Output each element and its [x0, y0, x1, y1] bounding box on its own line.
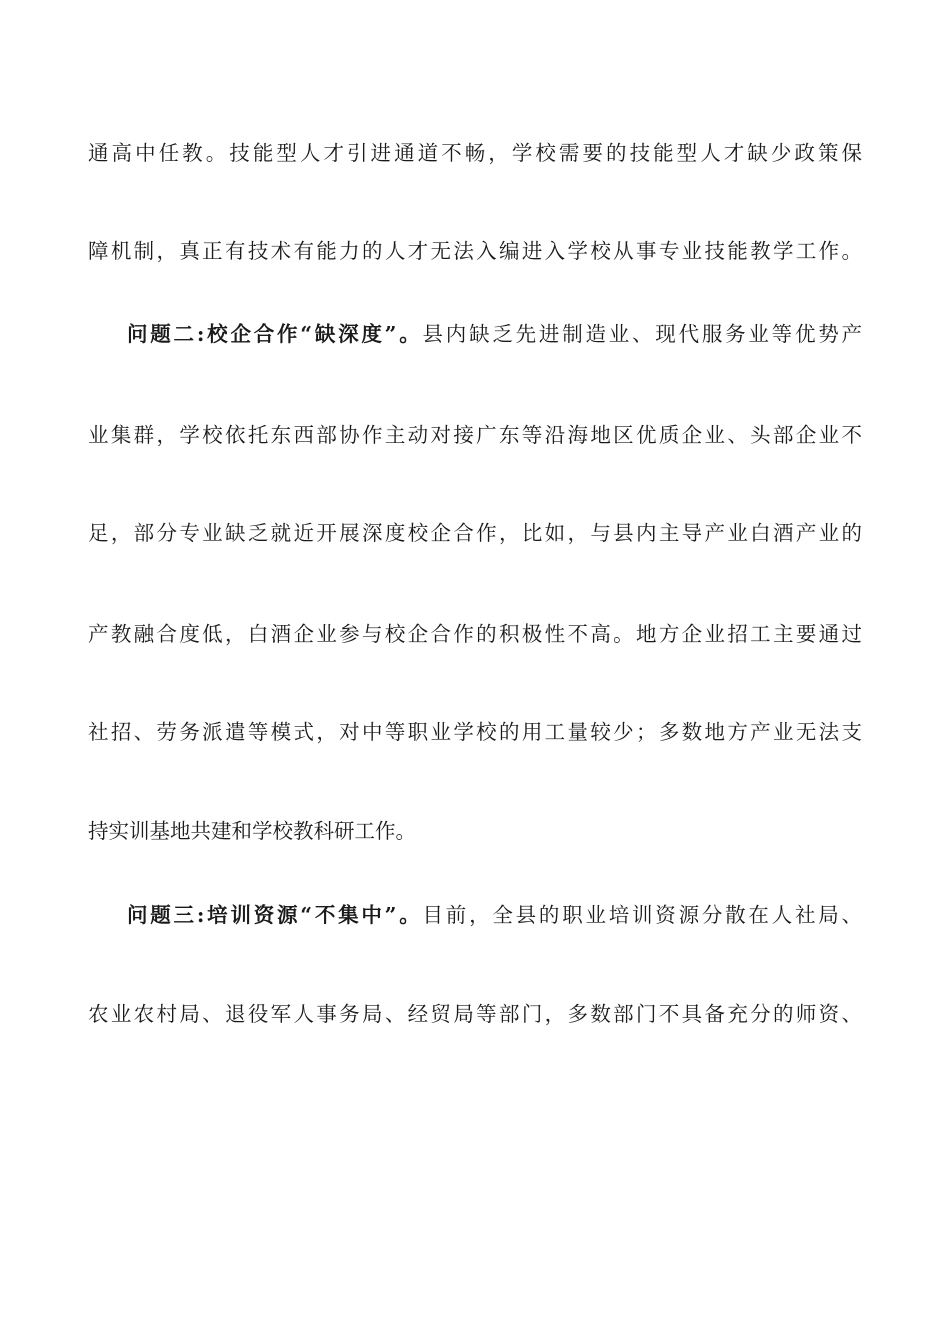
paragraph-problem-2: [127, 316, 862, 352]
body-text-line: 持实训基地共建和学校教科研工作。: [88, 819, 416, 843]
body-text-run: 目前，全县的职业培训资源分散在人社局、: [422, 903, 863, 927]
body-text-line: 农业农村局、退役军人事务局、经贸局等部门，多数部门不具备充分的师资、: [88, 1002, 862, 1026]
body-text-line: 社招、劳务派遣等模式，对中等职业学校的用工量较少；多数地方产业无法支: [88, 720, 862, 744]
problem-3-heading: 问题三:培训资源“不集中”。: [127, 903, 423, 927]
problem-2-heading: 问题二:校企合作“缺深度”。: [127, 322, 423, 346]
body-text-line: 产教融合度低，白酒企业参与校企合作的积极性不高。地方企业招工主要通过: [88, 622, 862, 646]
body-text-run: 县内缺乏先进制造业、现代服务业等优势产: [422, 322, 863, 346]
body-text-line: 足，部分专业缺乏就近开展深度校企合作，比如，与县内主导产业白酒产业的: [88, 521, 862, 545]
paragraph-problem-3: [127, 897, 862, 933]
body-text-line: 业集群，学校依托东西部协作主动对接广东等沿海地区优质企业、头部企业不: [88, 423, 862, 447]
body-text-line: 障机制，真正有技术有能力的人才无法入编进入学校从事专业技能教学工作。: [88, 239, 862, 263]
body-text-line: 通高中任教。技能型人才引进通道不畅，学校需要的技能型人才缺少政策保: [88, 141, 862, 165]
